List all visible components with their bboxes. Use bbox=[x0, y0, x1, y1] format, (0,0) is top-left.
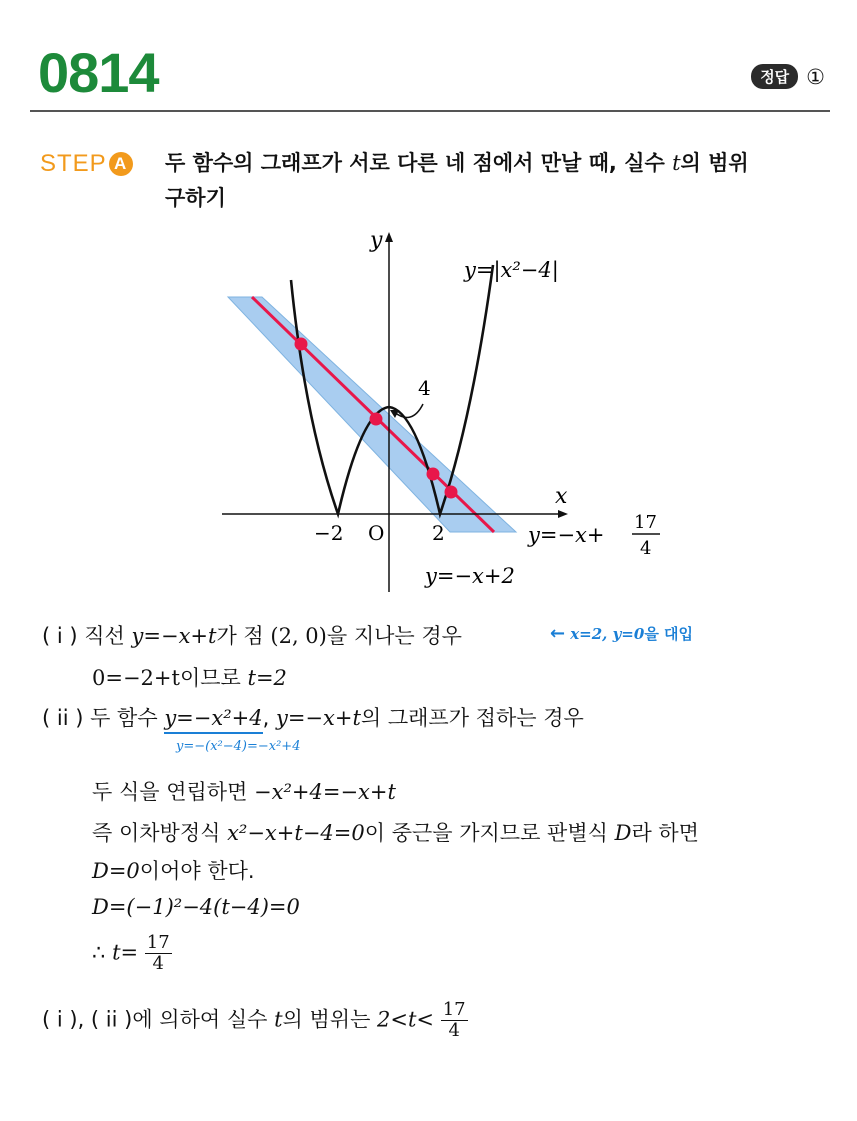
conclusion-markers: ( i ), ( ii ) bbox=[42, 1007, 133, 1032]
case2-line5 bbox=[92, 895, 300, 919]
step-title-line2: 구하기 bbox=[165, 186, 226, 210]
case2-marker: ( ii ) bbox=[42, 706, 84, 730]
fraction-17-4 bbox=[145, 933, 172, 974]
case2-comma: , bbox=[262, 706, 276, 730]
case2-line6-var: t= bbox=[112, 940, 139, 965]
step-title-text: 두 함수의 그래프가 서로 다른 네 점에서 만날 때, 실수 bbox=[165, 151, 673, 175]
case2-line3-a: 즉 이차방정식 bbox=[92, 821, 228, 845]
step-badge: A bbox=[109, 152, 133, 176]
origin-label: O bbox=[368, 521, 385, 545]
peak-label: 4 bbox=[418, 376, 431, 400]
case2-eq2: y=−x+t bbox=[275, 706, 361, 730]
case1-line2 bbox=[92, 662, 287, 692]
tick-2: 2 bbox=[432, 521, 445, 545]
y-axis-label: y bbox=[370, 228, 383, 253]
answer-badge: 정답 bbox=[751, 64, 798, 89]
case2-line3-b: 이 중근을 가지므로 판별식 bbox=[364, 821, 615, 845]
case1-marker: ( i ) bbox=[42, 624, 78, 648]
case2-text-b: 의 그래프가 접하는 경우 bbox=[360, 706, 584, 730]
intersection-point bbox=[445, 486, 458, 499]
case2-line2 bbox=[92, 776, 396, 806]
case1-point: (2, 0) bbox=[270, 624, 327, 648]
intersection-point bbox=[427, 468, 440, 481]
answer-value: ① bbox=[806, 64, 825, 89]
therefore-symbol: ∴ bbox=[92, 940, 106, 965]
case2-line4-b: 이어야 한다. bbox=[139, 859, 255, 883]
case1-text-c: 을 지나는 경우 bbox=[326, 624, 462, 648]
case1-line2-mid: 이므로 bbox=[179, 666, 248, 690]
case2-line2-eq: −x²+4=−x+t bbox=[254, 780, 396, 804]
tick-neg2: −2 bbox=[314, 521, 344, 545]
intersection-point bbox=[295, 338, 308, 351]
y-axis-arrow bbox=[385, 232, 393, 242]
case1-text-b: 가 점 bbox=[216, 624, 271, 648]
conclusion-line bbox=[42, 1000, 468, 1041]
case1-text-a: 직선 bbox=[84, 624, 132, 648]
intersection-point bbox=[370, 413, 383, 426]
case2-text-a: 두 함수 bbox=[90, 706, 165, 730]
conclusion-text-a: 에 의하여 실수 bbox=[132, 1007, 275, 1032]
x-axis-arrow bbox=[558, 510, 568, 518]
frac-num: 17 bbox=[442, 999, 466, 1020]
case2-line3 bbox=[92, 817, 699, 847]
upper-line-label: y=−x+ bbox=[528, 523, 605, 547]
case1-note bbox=[550, 623, 693, 644]
case2-eq1: y=−x²+4 bbox=[164, 706, 262, 734]
lower-line-label: y=−x+2 bbox=[425, 564, 515, 588]
step-text: STEP bbox=[40, 150, 107, 177]
case2-line5-eq: D=(−1)²−4(t−4)=0 bbox=[92, 895, 300, 919]
case1-line2-res: t=2 bbox=[247, 666, 287, 690]
case2-line4 bbox=[92, 855, 255, 885]
case2-line4-eq: D=0 bbox=[92, 859, 140, 883]
conclusion-ineq: 2<t< bbox=[377, 1007, 435, 1032]
curve-label: y=|x²−4| bbox=[464, 258, 559, 282]
conclusion-var: t bbox=[274, 1007, 283, 1032]
case2-sub-note: y=−(x²−4)=−x²+4 bbox=[176, 739, 301, 754]
upper-line-num: 17 bbox=[634, 512, 657, 533]
problem-number: 0814 bbox=[38, 41, 159, 104]
case1-line1 bbox=[42, 620, 462, 650]
case2-line3-c: 라 하면 bbox=[631, 821, 699, 845]
case2-line3-d: D bbox=[614, 821, 632, 845]
frac-den: 4 bbox=[152, 953, 164, 974]
step-title-post: 의 범위 bbox=[680, 151, 749, 175]
case1-eq: y=−x+t bbox=[131, 624, 217, 648]
case1-line2-eq: 0=−2+t bbox=[92, 666, 180, 690]
case2-line2-a: 두 식을 연립하면 bbox=[92, 780, 255, 804]
conclusion-text-b: 의 범위는 bbox=[282, 1007, 378, 1032]
case1-note-text: 을 대입 bbox=[644, 625, 694, 643]
upper-line-den: 4 bbox=[640, 538, 652, 559]
case2-line6 bbox=[92, 933, 172, 974]
frac-den: 4 bbox=[448, 1020, 460, 1041]
note-arrow-icon: ← bbox=[550, 623, 566, 644]
x-axis-label: x bbox=[555, 484, 568, 509]
frac-num: 17 bbox=[146, 932, 170, 953]
case1-note-eq: x=2, y=0 bbox=[570, 625, 645, 643]
case2-line1 bbox=[42, 702, 584, 732]
conclusion-fraction bbox=[441, 1000, 468, 1041]
case2-line3-eq: x²−x+t−4=0 bbox=[227, 821, 365, 845]
step-title-var: t bbox=[672, 151, 681, 175]
